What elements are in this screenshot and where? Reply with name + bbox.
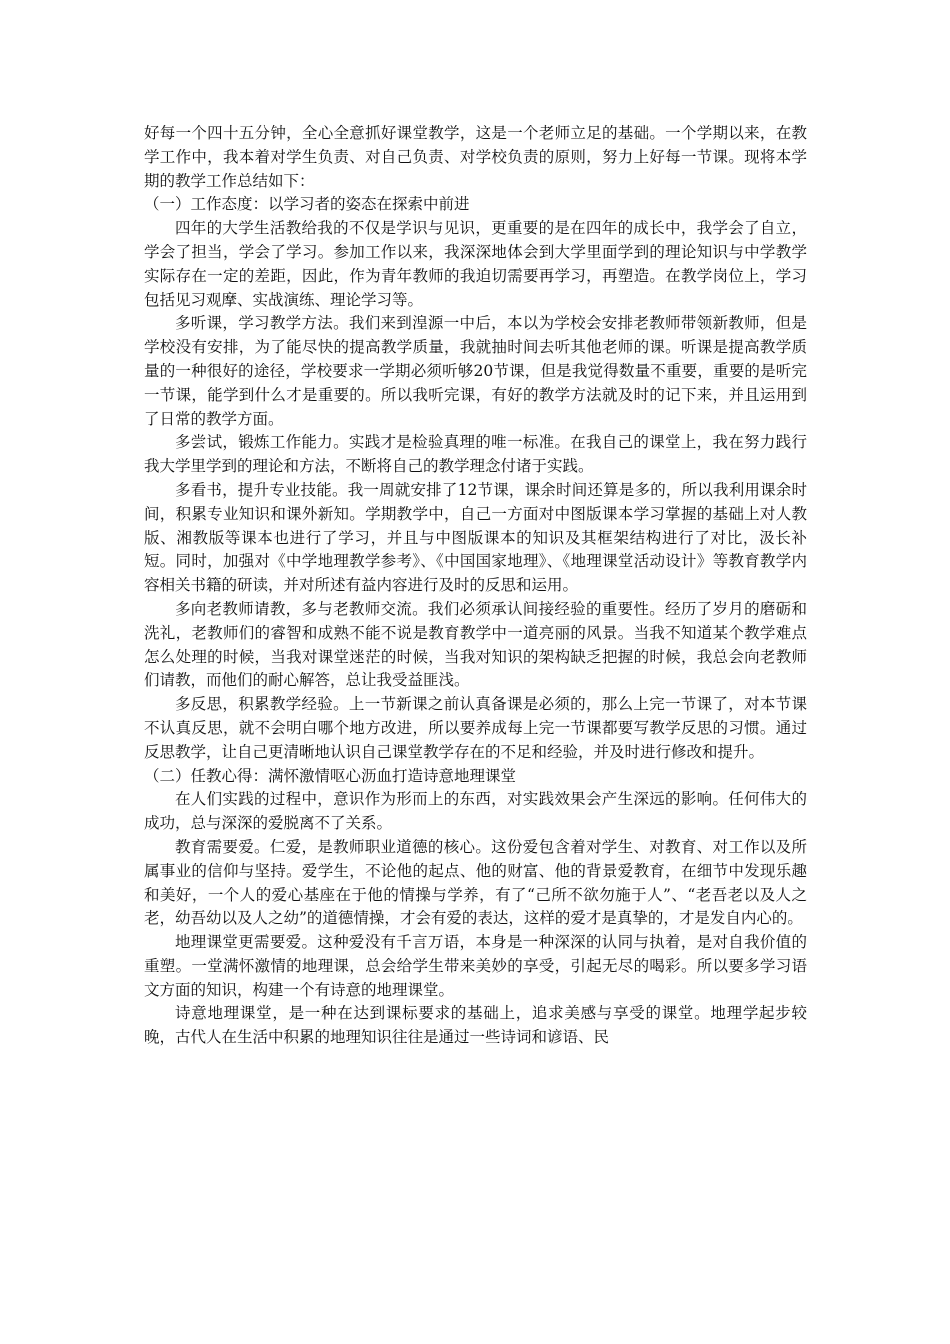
paragraph: 多听课，学习教学方法。我们来到湟源一中后，本以为学校会安排老教师带领新教师，但是学校没有安排，为了能尽快的提高教学质量，我就抽时间去听其他老师的课。听课是提高教学质量的一种很好的途径，学校要求一学期必须听够20节课，但是我觉得数量不重要，重要的是听完一节课，能学到什么才是重要的。所以我听完课，有好的教学方法就及时的记下来，并且运用到了日常的教学方面。 (144, 314, 807, 428)
paragraph: 多反思，积累教学经验。上一节新课之前认真备课是必须的，那么上完一节课了，对本节课不认真反思，就不会明白哪个地方改进，所以要养成每上完一节课都要写教学反思的习惯。通过反思教学，让自己更清晰地认识自己课堂教学存在的不足和经验，并及时进行修改和提升。 (144, 695, 807, 761)
paragraph: 诗意地理课堂，是一种在达到课标要求的基础上，追求美感与享受的课堂。地理学起步较晚，古代人在生活中积累的地理知识往往是通过一些诗词和谚语、民 (144, 1004, 807, 1047)
document-page (144, 122, 807, 1050)
section-2-heading: （二）任教心得：满怀激情呕心沥血打造诗意地理课堂 (144, 766, 517, 785)
paragraph: 地理课堂更需要爱。这种爱没有千言万语，本身是一种深深的认同与执着，是对自我价值的重塑。一堂满怀激情的地理课，总会给学生带来美妙的享受，引起无尽的喝彩。所以要多学习语文方面的知识，构建一个有诗意的地理课堂。 (144, 933, 807, 999)
paragraph: 四年的大学生活教给我的不仅是学识与见识，更重要的是在四年的成长中，我学会了自立，学会了担当，学会了学习。参加工作以来，我深深地体会到大学里面学到的理论知识与中学教学实际存在一定的差距，因此，作为青年教师的我迫切需要再学习，再塑造。在教学岗位上，学习包括见习观摩、实战演练、理论学习等。 (144, 219, 807, 309)
paragraph: 多尝试，锻炼工作能力。实践才是检验真理的唯一标准。在我自己的课堂上，我在努力践行我大学里学到的理论和方法，不断将自己的教学理念付诸于实践。 (144, 433, 807, 476)
intro-paragraph: 好每一个四十五分钟，全心全意抓好课堂教学，这是一个老师立足的基础。一个学期以来，在教学工作中，我本着对学生负责、对自己负责、对学校负责的原则，努力上好每一节课。现将本学期的教学工作总结如下： (144, 124, 807, 190)
paragraph: 在人们实践的过程中，意识作为形而上的东西，对实践效果会产生深远的影响。任何伟大的成功，总与深深的爱脱离不了关系。 (144, 790, 807, 833)
paragraph: 多看书，提升专业技能。我一周就安排了12节课，课余时间还算是多的，所以我利用课余时间，积累专业知识和课外新知。学期教学中，自己一方面对中图版课本学习掌握的基础上对人教版、湘教版等课本也进行了学习，并且与中图版课本的知识及其框架结构进行了对比，汲长补短。同时，加强对《中学地理教学参考》、《中国国家地理》、《地理课堂活动设计》等教育教学内容相关书籍的研读，并对所述有益内容进行及时的反思和运用。 (144, 480, 807, 595)
paragraph: 教育需要爱。仁爱，是教师职业道德的核心。这份爱包含着对学生、对教育、对工作以及所属事业的信仰与坚持。爱学生，不论他的起点、他的财富、他的背景爱教育，在细节中发现乐趣和美好，一个人的爱心基座在于他的情操与学养，有了“己所不欲勿施于人”、“老吾老以及人之老，幼吾幼以及人之幼”的道德情操，才会有爱的表达，这样的爱才是真挚的，才是发自内心的。 (144, 837, 807, 928)
section-1-heading: （一）工作态度：以学习者的姿态在探索中前进 (144, 195, 470, 214)
paragraph: 多向老教师请教，多与老教师交流。我们必须承认间接经验的重要性。经历了岁月的磨砺和洗礼，老教师们的睿智和成熟不能不说是教育教学中一道亮丽的风景。当我不知道某个教学难点怎么处理的时候，当我对课堂迷茫的时候，当我对知识的架构缺乏把握的时候，我总会向老教师们请教，而他们的耐心解答，总让我受益匪浅。 (144, 599, 807, 690)
